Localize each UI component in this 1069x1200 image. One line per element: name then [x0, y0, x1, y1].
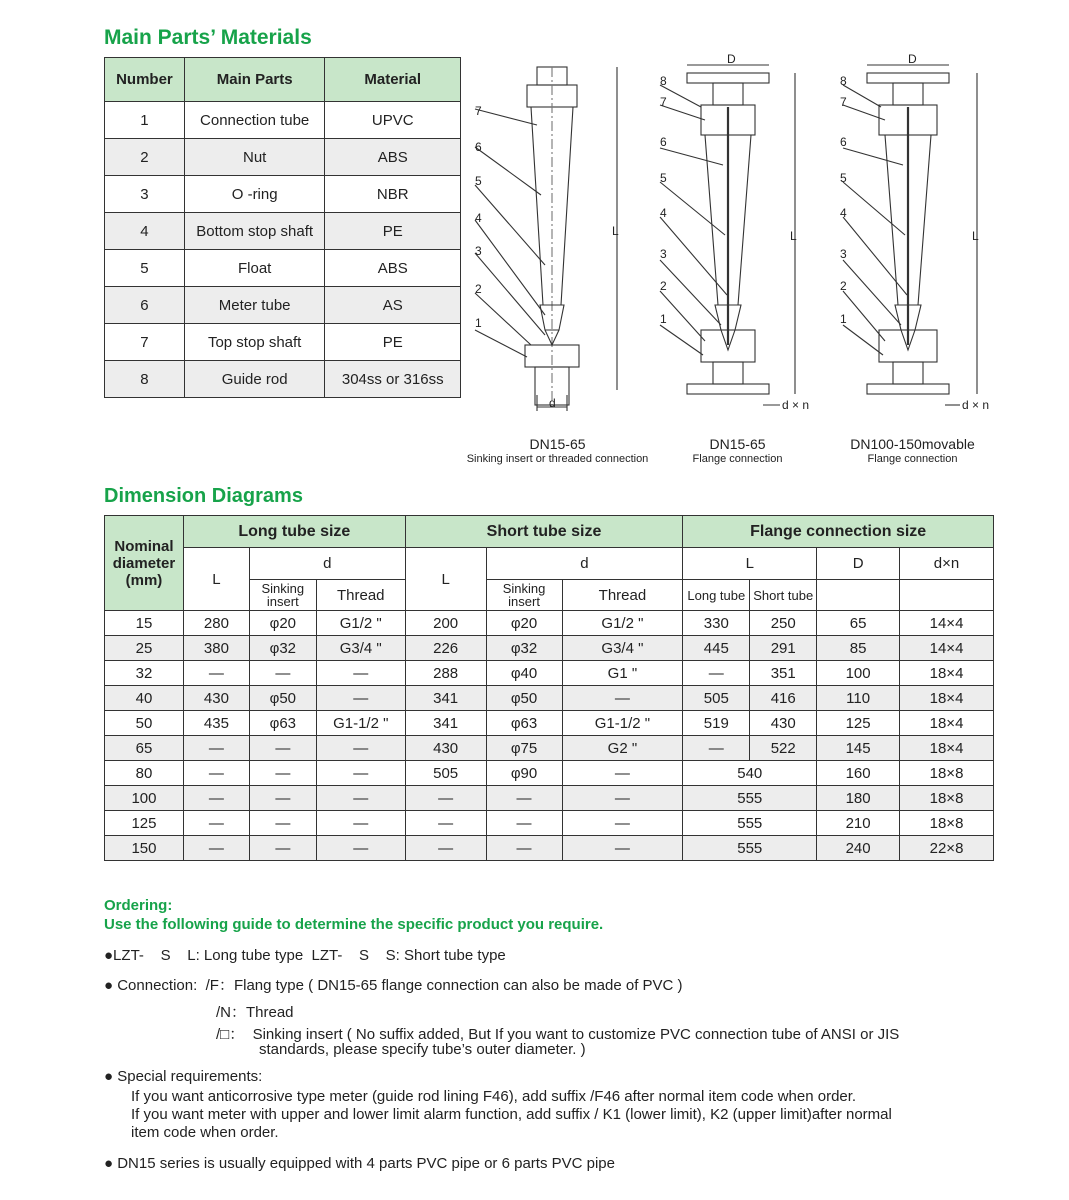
flowmeter-drawings — [465, 45, 1025, 425]
materials-row — [105, 102, 461, 139]
dimension-row — [105, 661, 994, 686]
part-number: 5 — [105, 250, 185, 287]
dim-D: D — [908, 52, 917, 66]
label-7: 7 — [475, 104, 482, 118]
cell-flange-D: 100 — [817, 661, 900, 686]
cell-short-thread: G1-1/2 " — [562, 711, 683, 736]
cell-long-sinking: — — [249, 811, 316, 836]
col-short-d: d — [486, 548, 683, 580]
col-long-L: L — [183, 548, 249, 611]
special-requirements-line: ● Special requirements: — [104, 1068, 263, 1085]
cell-long-sinking: — — [249, 836, 316, 861]
col-flange-D: D — [817, 548, 900, 580]
label-1: 1 — [660, 312, 667, 326]
cell-flange-short: 291 — [750, 636, 817, 661]
special-alarm-line: If you want meter with upper and lower limit alarm function, add suffix / K1 (lower limit), K2 (upper limit)after normal — [131, 1106, 892, 1123]
label-8: 8 — [660, 74, 667, 88]
cell-nominal: 25 — [105, 636, 184, 661]
connection-sinking-line-2: standards, please specify tube’s outer diameter. ) — [259, 1041, 586, 1058]
cell-flange-D: 125 — [817, 711, 900, 736]
cell-flange-D: 180 — [817, 786, 900, 811]
dimensions-table — [104, 515, 994, 861]
col-number: Number — [105, 58, 185, 102]
part-material: PE — [325, 213, 461, 250]
label-2: 2 — [840, 279, 847, 293]
label-4: 4 — [840, 206, 847, 220]
cell-short-sinking: — — [486, 836, 562, 861]
label-6: 6 — [475, 140, 482, 154]
group-short-tube: Short tube size — [405, 516, 683, 548]
cell-long-L: 435 — [183, 711, 249, 736]
label-1: 1 — [840, 312, 847, 326]
cell-flange-dxn: 18×4 — [900, 736, 994, 761]
cell-short-sinking: φ40 — [486, 661, 562, 686]
cell-short-sinking: φ90 — [486, 761, 562, 786]
caption-movable-flange — [830, 436, 995, 465]
cell-long-L: 380 — [183, 636, 249, 661]
part-number: 4 — [105, 213, 185, 250]
col-flange-L: L — [683, 548, 817, 580]
cell-long-sinking: — — [249, 761, 316, 786]
cell-short-thread: — — [562, 836, 683, 861]
col-short-sinking: Sinking insert — [486, 580, 562, 611]
part-name: Top stop shaft — [184, 324, 325, 361]
cell-flange-D: 240 — [817, 836, 900, 861]
cell-long-sinking: φ32 — [249, 636, 316, 661]
special-f46-line: If you want anticorrosive type meter (guide rod lining F46), add suffix /F46 after normal item code when order. — [131, 1088, 857, 1105]
cell-long-L: 280 — [183, 611, 249, 636]
cell-long-thread: — — [316, 836, 405, 861]
part-material: PE — [325, 324, 461, 361]
label-5: 5 — [475, 174, 482, 188]
dn15-note-line: ● DN15 series is usually equipped with 4 parts PVC pipe or 6 parts PVC pipe — [104, 1155, 615, 1172]
connection-line: ● Connection: /F：Flang type ( DN15-65 flange connection can also be made of PVC ) — [104, 977, 683, 994]
cell-flange-D: 110 — [817, 686, 900, 711]
cell-long-L: — — [183, 836, 249, 861]
caption-subtitle: Sinking insert or threaded connection — [466, 453, 649, 465]
cell-short-L: 341 — [405, 711, 486, 736]
cell-short-sinking: φ75 — [486, 736, 562, 761]
drawing-threaded — [475, 67, 617, 411]
caption-subtitle: Flange connection — [867, 453, 958, 465]
materials-row — [105, 287, 461, 324]
label-1: 1 — [475, 316, 482, 330]
label-3: 3 — [660, 247, 667, 261]
caption-flange — [670, 436, 805, 465]
materials-header-row — [105, 58, 461, 102]
label-6: 6 — [840, 135, 847, 149]
label-4: 4 — [660, 206, 667, 220]
cell-flange-dxn: 18×8 — [900, 811, 994, 836]
label-3: 3 — [840, 247, 847, 261]
cell-flange-short: 351 — [750, 661, 817, 686]
label-6: 6 — [660, 135, 667, 149]
col-long-thread: Thread — [316, 580, 405, 611]
cell-flange-dxn: 14×4 — [900, 636, 994, 661]
cell-long-thread: — — [316, 786, 405, 811]
cell-long-thread: — — [316, 661, 405, 686]
drawing-flange — [660, 65, 795, 405]
label-5: 5 — [840, 171, 847, 185]
part-material: UPVC — [325, 102, 461, 139]
cell-flange-short: 416 — [750, 686, 817, 711]
cell-flange-L: 555 — [683, 811, 817, 836]
cell-flange-D: 210 — [817, 811, 900, 836]
cell-flange-L: 555 — [683, 836, 817, 861]
dimension-row — [105, 786, 994, 811]
cell-flange-long: — — [683, 661, 750, 686]
cell-short-sinking: φ50 — [486, 686, 562, 711]
materials-heading: Main Parts’ Materials — [104, 26, 312, 49]
dimension-row — [105, 836, 994, 861]
caption-title: DN100-150movable — [850, 436, 975, 452]
dimensions-heading: Dimension Diagrams — [104, 485, 303, 507]
cell-long-sinking: — — [249, 661, 316, 686]
dim-dxn: d × n — [962, 398, 990, 412]
cell-short-thread: G3/4 " — [562, 636, 683, 661]
part-name: Meter tube — [184, 287, 325, 324]
label-7: 7 — [660, 95, 667, 109]
dimension-row — [105, 611, 994, 636]
cell-flange-dxn: 14×4 — [900, 611, 994, 636]
part-name: Bottom stop shaft — [184, 213, 325, 250]
cell-short-thread: — — [562, 786, 683, 811]
part-material: ABS — [325, 250, 461, 287]
cell-flange-D: 85 — [817, 636, 900, 661]
part-name: Nut — [184, 139, 325, 176]
cell-long-thread: — — [316, 761, 405, 786]
cell-short-thread: — — [562, 811, 683, 836]
part-material: ABS — [325, 139, 461, 176]
cell-long-thread: — — [316, 736, 405, 761]
col-short-thread: Thread — [562, 580, 683, 611]
cell-nominal: 15 — [105, 611, 184, 636]
part-name: Connection tube — [184, 102, 325, 139]
part-number: 8 — [105, 361, 185, 398]
cell-nominal: 40 — [105, 686, 184, 711]
cell-nominal: 100 — [105, 786, 184, 811]
cell-long-thread: — — [316, 811, 405, 836]
cell-long-thread: G3/4 " — [316, 636, 405, 661]
cell-flange-dxn: 18×4 — [900, 661, 994, 686]
cell-flange-dxn: 18×8 — [900, 786, 994, 811]
col-flange-short-tube: Short tube — [750, 580, 817, 611]
label-3: 3 — [475, 244, 482, 258]
dimension-row — [105, 686, 994, 711]
cell-flange-long: 505 — [683, 686, 750, 711]
col-material: Material — [325, 58, 461, 102]
part-material: AS — [325, 287, 461, 324]
cell-flange-D: 65 — [817, 611, 900, 636]
label-4: 4 — [475, 211, 482, 225]
cell-flange-L: 555 — [683, 786, 817, 811]
cell-flange-dxn: 18×4 — [900, 686, 994, 711]
caption-title: DN15-65 — [529, 436, 586, 452]
group-flange: Flange connection size — [683, 516, 994, 548]
cell-flange-long: 330 — [683, 611, 750, 636]
cell-short-L: 288 — [405, 661, 486, 686]
materials-row — [105, 324, 461, 361]
part-name: O -ring — [184, 176, 325, 213]
materials-table — [104, 57, 461, 398]
dimension-row — [105, 736, 994, 761]
caption-subtitle: Flange connection — [692, 453, 783, 465]
dim-L: L — [612, 224, 619, 238]
cell-short-sinking: — — [486, 811, 562, 836]
cell-short-sinking: φ63 — [486, 711, 562, 736]
cell-short-thread: G1/2 " — [562, 611, 683, 636]
cell-nominal: 32 — [105, 661, 184, 686]
cell-flange-short: 430 — [750, 711, 817, 736]
materials-row — [105, 213, 461, 250]
dimension-row — [105, 761, 994, 786]
cell-flange-long: 519 — [683, 711, 750, 736]
cell-nominal: 65 — [105, 736, 184, 761]
cell-flange-long: — — [683, 736, 750, 761]
part-number: 3 — [105, 176, 185, 213]
col-main-parts: Main Parts — [184, 58, 325, 102]
materials-row — [105, 250, 461, 287]
cell-short-L: — — [405, 836, 486, 861]
connection-sinking-line: /□： Sinking insert ( No suffix added, But If you want to customize PVC connection tube of ANSI or JIS — [216, 1026, 900, 1043]
cell-short-sinking: φ32 — [486, 636, 562, 661]
label-2: 2 — [475, 282, 482, 296]
cell-short-thread: G2 " — [562, 736, 683, 761]
cell-short-L: — — [405, 786, 486, 811]
label-7: 7 — [840, 95, 847, 109]
cell-long-L: — — [183, 811, 249, 836]
cell-long-L: — — [183, 661, 249, 686]
cell-short-L: — — [405, 811, 486, 836]
cell-short-thread: G1 " — [562, 661, 683, 686]
col-long-d: d — [249, 548, 405, 580]
cell-short-L: 341 — [405, 686, 486, 711]
col-nominal-diameter: Nominal diameter (mm) — [105, 516, 184, 611]
cell-long-thread: — — [316, 686, 405, 711]
cell-long-thread: G1-1/2 " — [316, 711, 405, 736]
col-flange-long-tube: Long tube — [683, 580, 750, 611]
cell-nominal: 150 — [105, 836, 184, 861]
dimension-row — [105, 636, 994, 661]
group-long-tube: Long tube size — [183, 516, 405, 548]
cell-flange-short: 250 — [750, 611, 817, 636]
dim-header-row-1 — [105, 516, 994, 548]
dim-d: d — [549, 396, 556, 410]
cell-flange-D: 160 — [817, 761, 900, 786]
cell-long-thread: G1/2 " — [316, 611, 405, 636]
part-number: 7 — [105, 324, 185, 361]
cell-long-L: — — [183, 736, 249, 761]
cell-short-L: 200 — [405, 611, 486, 636]
cell-long-L: — — [183, 786, 249, 811]
materials-row — [105, 361, 461, 398]
caption-title: DN15-65 — [709, 436, 766, 452]
dim-header-row-2 — [105, 548, 994, 580]
cell-short-L: 430 — [405, 736, 486, 761]
cell-flange-dxn: 22×8 — [900, 836, 994, 861]
part-name: Float — [184, 250, 325, 287]
materials-row — [105, 176, 461, 213]
caption-threaded — [455, 436, 660, 465]
cell-flange-D: 145 — [817, 736, 900, 761]
label-2: 2 — [660, 279, 667, 293]
dimension-row — [105, 811, 994, 836]
col-short-L: L — [405, 548, 486, 611]
label-5: 5 — [660, 171, 667, 185]
part-material: 304ss or 316ss — [325, 361, 461, 398]
cell-short-L: 505 — [405, 761, 486, 786]
order-type-line: ●LZT- S L: Long tube type LZT- S S: Short tube type — [104, 947, 506, 964]
materials-row — [105, 139, 461, 176]
cell-long-sinking: — — [249, 736, 316, 761]
cell-nominal: 80 — [105, 761, 184, 786]
cell-short-sinking: φ20 — [486, 611, 562, 636]
drawing-movable-flange — [843, 65, 977, 405]
cell-long-sinking: φ20 — [249, 611, 316, 636]
cell-flange-L: 540 — [683, 761, 817, 786]
cell-short-thread: — — [562, 686, 683, 711]
dim-dxn: d × n — [782, 398, 810, 412]
cell-long-L: 430 — [183, 686, 249, 711]
col-long-sinking: Sinking insert — [249, 580, 316, 611]
label-8: 8 — [840, 74, 847, 88]
ordering-block — [104, 896, 603, 934]
part-number: 6 — [105, 287, 185, 324]
part-material: NBR — [325, 176, 461, 213]
cell-short-thread: — — [562, 761, 683, 786]
cell-flange-dxn: 18×8 — [900, 761, 994, 786]
col-flange-dxn-blank — [900, 580, 994, 611]
cell-long-sinking: φ50 — [249, 686, 316, 711]
cell-flange-dxn: 18×4 — [900, 711, 994, 736]
cell-long-sinking: — — [249, 786, 316, 811]
cell-short-L: 226 — [405, 636, 486, 661]
dim-L: L — [972, 229, 979, 243]
ordering-title: Ordering: — [104, 897, 173, 914]
cell-long-sinking: φ63 — [249, 711, 316, 736]
cell-nominal: 125 — [105, 811, 184, 836]
part-number: 2 — [105, 139, 185, 176]
dimension-row — [105, 711, 994, 736]
part-name: Guide rod — [184, 361, 325, 398]
col-flange-dxn: d×n — [900, 548, 994, 580]
cell-long-L: — — [183, 761, 249, 786]
dim-L: L — [790, 229, 797, 243]
cell-flange-long: 445 — [683, 636, 750, 661]
part-number: 1 — [105, 102, 185, 139]
connection-thread-line: /N：Thread — [216, 1004, 294, 1021]
cell-short-sinking: — — [486, 786, 562, 811]
cell-flange-short: 522 — [750, 736, 817, 761]
special-alarm-line-2: item code when order. — [131, 1124, 279, 1141]
ordering-subtitle: Use the following guide to determine the specific product you require. — [104, 916, 604, 933]
dim-D: D — [727, 52, 736, 66]
cell-nominal: 50 — [105, 711, 184, 736]
col-flange-D-blank — [817, 580, 900, 611]
